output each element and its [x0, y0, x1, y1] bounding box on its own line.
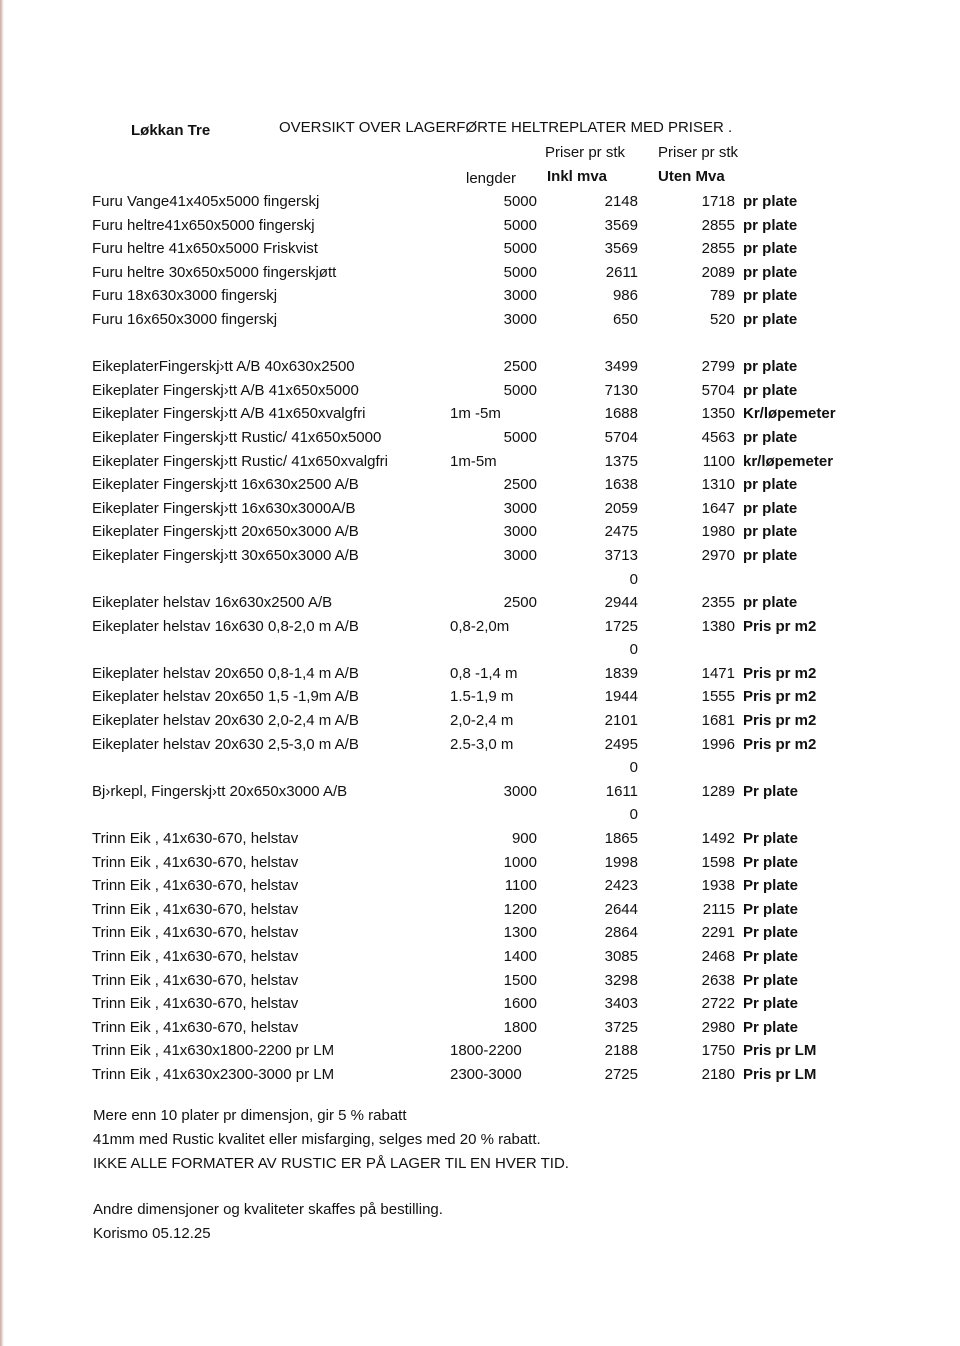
price-excl-vat: 1938 [701, 877, 735, 895]
price-unit: pr plate [743, 428, 798, 446]
table-row [92, 827, 892, 851]
price-incl-vat: 2495 [604, 735, 638, 753]
table-row [92, 214, 892, 238]
length-cell: 0,8 -1,4 m [450, 664, 518, 682]
price-incl-vat: 7130 [604, 381, 638, 399]
table-row [92, 426, 892, 450]
length-cell: 3000 [503, 310, 537, 328]
price-excl-vat: 1289 [701, 782, 735, 800]
price-excl-vat: 2180 [701, 1065, 735, 1083]
price-unit: Pr plate [743, 853, 799, 871]
table-row [92, 662, 892, 686]
price-excl-vat: 1100 [702, 452, 735, 470]
price-incl-vat: 0 [629, 641, 638, 659]
price-unit: Pris pr LM [743, 1065, 817, 1083]
length-cell: 1000 [503, 853, 537, 871]
table-row [92, 379, 892, 403]
price-unit: pr plate [743, 358, 798, 376]
product-name: Trinn Eik , 41x630-670, helstav [92, 971, 299, 989]
price-excl-vat: 2115 [702, 900, 735, 918]
price-excl-vat: 2970 [701, 546, 735, 564]
length-cell: 5000 [503, 263, 537, 281]
table-row [92, 851, 892, 875]
product-name: Eikeplater Fingerskj›tt A/B 41x650xvalgfri [92, 405, 366, 423]
price-unit: Pris pr m2 [743, 617, 817, 635]
price-excl-vat: 520 [709, 310, 735, 328]
table-row [92, 355, 892, 379]
price-incl-vat: 3499 [604, 358, 638, 376]
length-cell: 5000 [503, 216, 537, 234]
company-name: Løkkan Tre [131, 122, 211, 139]
table-row [92, 615, 892, 639]
price-incl-vat: 986 [612, 287, 638, 305]
price-excl-vat: 1471 [701, 664, 735, 682]
product-name: Furu heltre 30x650x5000 fingerskjøtt [92, 263, 337, 281]
product-name: Furu heltre41x650x5000 fingerskj [92, 216, 315, 234]
table-row [92, 284, 892, 308]
price-incl-vat: 2725 [604, 1065, 638, 1083]
price-unit: Pr plate [743, 877, 799, 895]
table-row [92, 898, 892, 922]
price-excl-vat: 1555 [701, 688, 735, 706]
length-cell: 2.5-3,0 m [450, 735, 514, 753]
product-name: Trinn Eik , 41x630-670, helstav [92, 853, 299, 871]
product-name: Trinn Eik , 41x630-670, helstav [92, 830, 299, 848]
product-name: EikeplaterFingerskj›tt A/B 40x630x2500 [92, 358, 355, 376]
price-incl-vat: 3725 [604, 1018, 638, 1036]
note-signature-date: Korismo 05.12.25 [93, 1225, 211, 1242]
price-excl-vat: 2799 [701, 358, 735, 376]
table-row [92, 685, 892, 709]
price-excl-vat: 1681 [701, 712, 735, 730]
price-incl-vat: 2059 [604, 499, 638, 517]
product-name: Trinn Eik , 41x630-670, helstav [92, 877, 299, 895]
price-unit: pr plate [743, 499, 798, 517]
price-excl-vat: 2089 [701, 263, 735, 281]
table-row [92, 308, 892, 332]
table-row [92, 969, 892, 993]
product-name: Trinn Eik , 41x630-670, helstav [92, 1018, 299, 1036]
price-excl-vat: 2980 [701, 1018, 735, 1036]
product-name: Eikeplater Fingerskj›tt 16x630x2500 A/B [92, 476, 359, 494]
price-unit: Pr plate [743, 924, 799, 942]
product-name: Eikeplater helstav 20x630 2,5-3,0 m A/B [92, 735, 359, 753]
length-cell: 2,0-2,4 m [450, 712, 514, 730]
price-unit: pr plate [743, 287, 798, 305]
price-unit: pr plate [743, 476, 798, 494]
table-row [92, 803, 892, 827]
table-row [92, 591, 892, 615]
table-row [92, 945, 892, 969]
length-cell: 5000 [503, 381, 537, 399]
price-incl-vat: 2148 [604, 193, 638, 210]
table-row [92, 756, 892, 780]
price-excl-vat: 1310 [701, 476, 735, 494]
table-row [92, 733, 892, 757]
length-cell: 1800 [503, 1018, 537, 1036]
price-unit: pr plate [743, 240, 798, 258]
note-discount: Mere enn 10 plater pr dimensjon, gir 5 % rabatt [93, 1107, 407, 1124]
price-incl-vat: 2864 [604, 924, 638, 942]
length-cell: 2300-3000 [450, 1065, 522, 1083]
price-incl-vat: 1865 [604, 830, 638, 848]
length-cell: 3000 [503, 287, 537, 305]
product-name: Trinn Eik , 41x630x1800-2200 pr LM [92, 1042, 335, 1060]
table-row [92, 638, 892, 662]
table-row [92, 497, 892, 521]
length-cell: 1600 [503, 995, 537, 1013]
price-unit: Pr plate [743, 948, 799, 965]
price-incl-vat: 3713 [604, 546, 638, 564]
price-unit: Kr/løpemeter [743, 405, 836, 423]
table-row [92, 190, 892, 214]
price-incl-vat: 3298 [604, 971, 638, 989]
price-excl-vat: 2855 [701, 216, 735, 234]
price-unit: Pris pr m2 [743, 712, 817, 730]
price-unit: pr plate [743, 263, 798, 281]
note-stock-warning: IKKE ALLE FORMATER AV RUSTIC ER PÅ LAGER TIL EN HVER TID. [93, 1155, 569, 1172]
length-cell: 3000 [503, 523, 537, 541]
price-unit: Pris pr m2 [743, 735, 817, 753]
price-unit: pr plate [743, 546, 798, 564]
product-name: Trinn Eik , 41x630x2300-3000 pr LM [92, 1065, 335, 1083]
length-cell: 1300 [503, 924, 537, 942]
price-excl-vat: 789 [709, 287, 735, 305]
price-incl-vat: 2475 [604, 523, 638, 541]
length-cell: 3000 [503, 546, 537, 564]
price-incl-vat: 5704 [604, 428, 638, 446]
price-unit: Pr plate [743, 1018, 799, 1036]
price-unit: Pris pr LM [743, 1042, 817, 1060]
length-cell: 3000 [503, 499, 537, 517]
note-other-dimensions: Andre dimensjoner og kvaliteter skaffes på bestilling. [93, 1201, 443, 1218]
price-excl-vat: 2291 [701, 924, 735, 942]
col-inkl-heading-bottom: Inkl mva [547, 168, 608, 185]
table-row [92, 402, 892, 426]
price-unit: pr plate [743, 594, 798, 612]
price-excl-vat: 2722 [701, 995, 735, 1013]
table-row [92, 1016, 892, 1040]
price-incl-vat: 3569 [604, 240, 638, 258]
price-incl-vat: 2944 [604, 594, 638, 612]
length-cell: 5000 [503, 428, 537, 446]
price-incl-vat: 1839 [604, 664, 638, 682]
product-name: Furu heltre 41x650x5000 Friskvist [92, 240, 318, 258]
length-cell: 0,8-2,0m [450, 617, 510, 635]
length-cell: 1200 [503, 900, 537, 918]
price-excl-vat: 1980 [701, 523, 735, 541]
price-incl-vat: 2101 [604, 712, 638, 730]
table-row [92, 520, 892, 544]
table-row [92, 780, 892, 804]
price-incl-vat: 650 [612, 310, 638, 328]
table-row [92, 709, 892, 733]
price-unit: Pr plate [743, 995, 799, 1013]
product-name: Eikeplater Fingerskj›tt 30x650x3000 A/B [92, 546, 359, 564]
price-unit: Pr plate [743, 830, 799, 848]
product-name: Eikeplater Fingerskj›tt Rustic/ 41x650x5000 [92, 428, 382, 446]
table-row [92, 921, 892, 945]
product-name: Eikeplater Fingerskj›tt A/B 41x650x5000 [92, 381, 359, 399]
product-name: Trinn Eik , 41x630-670, helstav [92, 900, 299, 918]
price-excl-vat: 2468 [701, 948, 735, 965]
price-excl-vat: 1598 [701, 853, 735, 871]
price-incl-vat: 1611 [605, 782, 638, 800]
product-name: Eikeplater helstav 20x630 2,0-2,4 m A/B [92, 712, 359, 730]
price-incl-vat: 3403 [604, 995, 638, 1013]
length-cell: 1m -5m [450, 405, 501, 423]
product-name: Eikeplater helstav 20x650 1,5 -1,9m A/B [92, 688, 359, 706]
table-row [92, 992, 892, 1016]
product-name: Eikeplater helstav 16x630 0,8-2,0 m A/B [92, 617, 359, 635]
price-incl-vat: 2423 [604, 877, 638, 895]
length-cell: 1800-2200 [450, 1042, 522, 1060]
price-table [92, 190, 892, 1087]
product-name: Eikeplater Fingerskj›tt Rustic/ 41x650xvalgfri [92, 452, 388, 470]
col-uten-heading-top: Priser pr stk [658, 144, 739, 161]
length-cell: 3000 [503, 782, 537, 800]
product-name: Trinn Eik , 41x630-670, helstav [92, 948, 299, 965]
table-row [92, 1063, 892, 1087]
price-unit: Pr plate [743, 971, 799, 989]
price-excl-vat: 1647 [701, 499, 735, 517]
table-row [92, 568, 892, 592]
price-incl-vat: 2188 [604, 1042, 638, 1060]
price-unit: pr plate [743, 310, 798, 328]
table-row [92, 332, 892, 356]
length-cell: 5000 [503, 240, 537, 258]
price-unit: Pris pr m2 [743, 664, 817, 682]
price-excl-vat: 2355 [701, 594, 735, 612]
price-incl-vat: 0 [629, 759, 638, 777]
price-incl-vat: 0 [629, 806, 638, 824]
price-excl-vat: 1718 [701, 193, 735, 210]
price-excl-vat: 1996 [701, 735, 735, 753]
product-name: Eikeplater Fingerskj›tt 20x650x3000 A/B [92, 523, 359, 541]
product-name: Furu 16x650x3000 fingerskj [92, 310, 278, 328]
length-cell: 1100 [504, 877, 537, 895]
product-name: Trinn Eik , 41x630-670, helstav [92, 924, 299, 942]
table-row [92, 874, 892, 898]
price-excl-vat: 1380 [701, 617, 735, 635]
product-name: Furu 18x630x3000 fingerskj [92, 287, 278, 305]
length-cell: 2500 [503, 476, 537, 494]
price-incl-vat: 1998 [604, 853, 638, 871]
price-unit: Pr plate [743, 900, 799, 918]
price-excl-vat: 5704 [701, 381, 735, 399]
length-cell: 2500 [503, 358, 537, 376]
price-incl-vat: 2611 [605, 263, 638, 281]
length-cell: 1.5-1,9 m [450, 688, 514, 706]
price-incl-vat: 2644 [604, 900, 638, 918]
product-name: Eikeplater helstav 16x630x2500 A/B [92, 594, 333, 612]
price-unit: pr plate [743, 216, 798, 234]
price-unit: kr/løpemeter [743, 452, 834, 470]
price-unit: pr plate [743, 523, 798, 541]
product-name: Eikeplater helstav 20x650 0,8-1,4 m A/B [92, 664, 359, 682]
col-uten-heading-bottom: Uten Mva [658, 168, 725, 185]
product-name: Bj›rkepl, Fingerskj›tt 20x650x3000 A/B [92, 782, 348, 800]
price-incl-vat: 3569 [604, 216, 638, 234]
price-incl-vat: 1725 [604, 617, 638, 635]
price-incl-vat: 1638 [604, 476, 638, 494]
length-cell: 2500 [503, 594, 537, 612]
col-inkl-heading-top: Priser pr stk [545, 144, 626, 161]
price-incl-vat: 1944 [604, 688, 638, 706]
price-excl-vat: 2638 [701, 971, 735, 989]
document-title: OVERSIKT OVER LAGERFØRTE HELTREPLATER MED PRISER . [279, 119, 733, 136]
price-incl-vat: 1688 [604, 405, 638, 423]
price-excl-vat: 1492 [701, 830, 735, 848]
table-row [92, 261, 892, 285]
price-excl-vat: 2855 [701, 240, 735, 258]
table-row [92, 237, 892, 261]
scan-edge-shadow [0, 0, 4, 1346]
col-length-heading: lengder [466, 170, 517, 187]
table-row [92, 473, 892, 497]
table-row [92, 1039, 892, 1063]
price-excl-vat: 1350 [701, 405, 735, 423]
price-excl-vat: 1750 [701, 1042, 735, 1060]
length-cell: 1m-5m [450, 452, 497, 470]
product-name: Trinn Eik , 41x630-670, helstav [92, 995, 299, 1013]
product-name: Eikeplater Fingerskj›tt 16x630x3000A/B [92, 499, 356, 517]
table-row [92, 450, 892, 474]
price-excl-vat: 4563 [701, 428, 735, 446]
length-cell: 1400 [503, 948, 537, 965]
product-name: Furu Vange41x405x5000 fingerskj [92, 193, 320, 210]
price-unit: Pr plate [743, 782, 799, 800]
table-row [92, 544, 892, 568]
price-unit: pr plate [743, 381, 798, 399]
length-cell: 1500 [503, 971, 537, 989]
length-cell: 900 [511, 830, 537, 848]
price-unit: pr plate [743, 193, 798, 210]
price-incl-vat: 3085 [604, 948, 638, 965]
note-rustic: 41mm med Rustic kvalitet eller misfarging, selges med 20 % rabatt. [93, 1131, 541, 1148]
price-incl-vat: 0 [629, 570, 638, 588]
length-cell: 5000 [503, 193, 537, 210]
price-incl-vat: 1375 [604, 452, 638, 470]
price-unit: Pris pr m2 [743, 688, 817, 706]
